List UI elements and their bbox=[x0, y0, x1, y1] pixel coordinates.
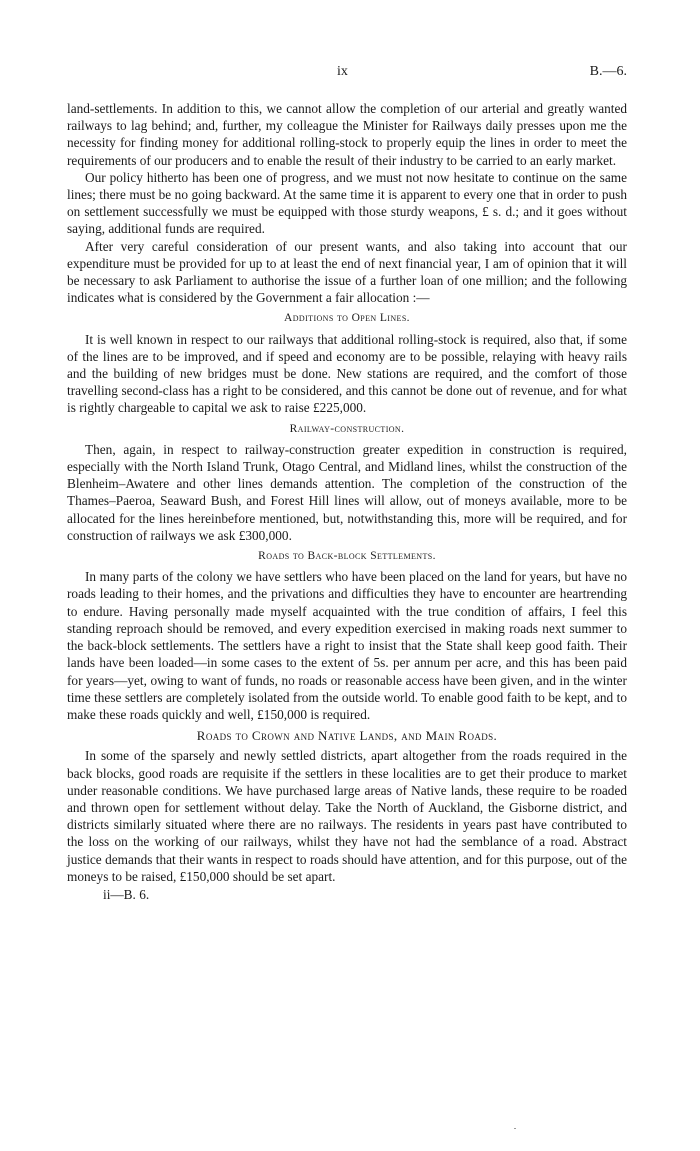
heading-railway-construction: Railway-construction. bbox=[289, 422, 405, 435]
signature-reference: ii—B. 6. bbox=[103, 886, 150, 902]
heading-crown-native-lands: Roads to Crown and Native Lands, and Main Roads. bbox=[196, 728, 498, 744]
paragraph-3: After very careful consideration of our present wants, and also taking into account that our expenditure must be provided for up to at least the end of next financial year, I am of opinion that it will be necessary to ask Parliament to authorise the issue of a further loan of one million; and the following indicates what is considered by the Government a fair allocation :— bbox=[67, 238, 627, 306]
heading-back-block-roads: Roads to Back-block Settlements. bbox=[258, 550, 436, 563]
paragraph-7: In some of the sparsely and newly settled districts, apart altogether from the roads required in the back blocks, good roads are requisite if the settlers in these localities are to get their produce to market under reasonable conditions. We have purchased large areas of Native lands, these require to be roaded and thrown open for settlement without delay. Take the North of Auckland, the Gisborne district, and districts similarly situated where there are no railways. The residents in years past have contributed to the loss on the working of our railways, whilst they have not had the semblance of a road. Abstract justice demands that their wants in respect to roads should have attention, and for this purpose, out of the moneys to be raised, £150,000 should be set apart. bbox=[67, 748, 627, 884]
document-body bbox=[67, 100, 627, 903]
document-reference: B.—6. bbox=[589, 64, 627, 79]
scan-speck bbox=[514, 1128, 516, 1129]
heading-additions-open-lines: Additions to Open Lines. bbox=[284, 312, 410, 325]
paragraph-4: It is well known in respect to our railways that additional rolling-stock is required, also that, if some of the lines are to be improved, and if speed and economy are to be possible, relaying with heavy rails and the building of new bridges must be done. New stations are required, and the comfort of those travelling second-class has a right to be considered, and this cannot be done out of revenue, and for what is rightly chargeable to capital we ask to raise £225,000. bbox=[67, 331, 627, 416]
page-number: ix bbox=[337, 64, 348, 79]
paragraph-6: In many parts of the colony we have settlers who have been placed on the land for years, but have no roads leading to their homes, and the privations and difficulties they have to encounter are heartrending to endure. Having personally made myself acquainted with the true condition of affairs, I feel this standing reproach should be removed, and every expedition exercised in making roads next summer to the back-block settlements. The settlers have a right to insist that the State shall keep good faith. Their lands have been loaded—in some cases to the extent of 5s. per annum per acre, and this has been paid for years—yet, owing to want of funds, no roads or reasonable access have been given, and in the winter time these settlers are completely isolated from the outside world. To enable good faith to be kept, and to make these roads quickly and well, £150,000 is required. bbox=[67, 569, 627, 722]
paragraph-2: Our policy hitherto has been one of progress, and we must not now hesitate to continue on the same lines; there must be no going backward. At the same time it is apparent to every one that in order to push on settlement successfully we must be equipped with those sturdy weapons, £ s. d.; and it goes without saying, additional funds are required. bbox=[67, 169, 627, 237]
paragraph-5: Then, again, in respect to railway-construction greater expedition in construction is required, especially with the North Island Trunk, Otago Central, and Midland lines, whilst the construction of the Blenheim–Awatere and other lines demands attention. The completion of the construction of the Thames–Paeroa, Seaward Bush, and Forest Hill lines will allow, out of moneys available, more to be allocated for the lines hereinbefore mentioned, but, notwithstanding this, more will be required, and for construction of railways we ask £300,000. bbox=[67, 441, 627, 543]
page-header bbox=[67, 64, 627, 84]
paragraph-1: land-settlements. In addition to this, we cannot allow the completion of our arterial and greatly wanted railways to lag behind; and, further, my colleague the Minister for Railways daily presses upon me the necessity for finding money for additional rolling-stock to properly equip the lines in order to meet the requirements of our producers and to enable the result of their industry to be carried to an early market. bbox=[67, 101, 627, 168]
